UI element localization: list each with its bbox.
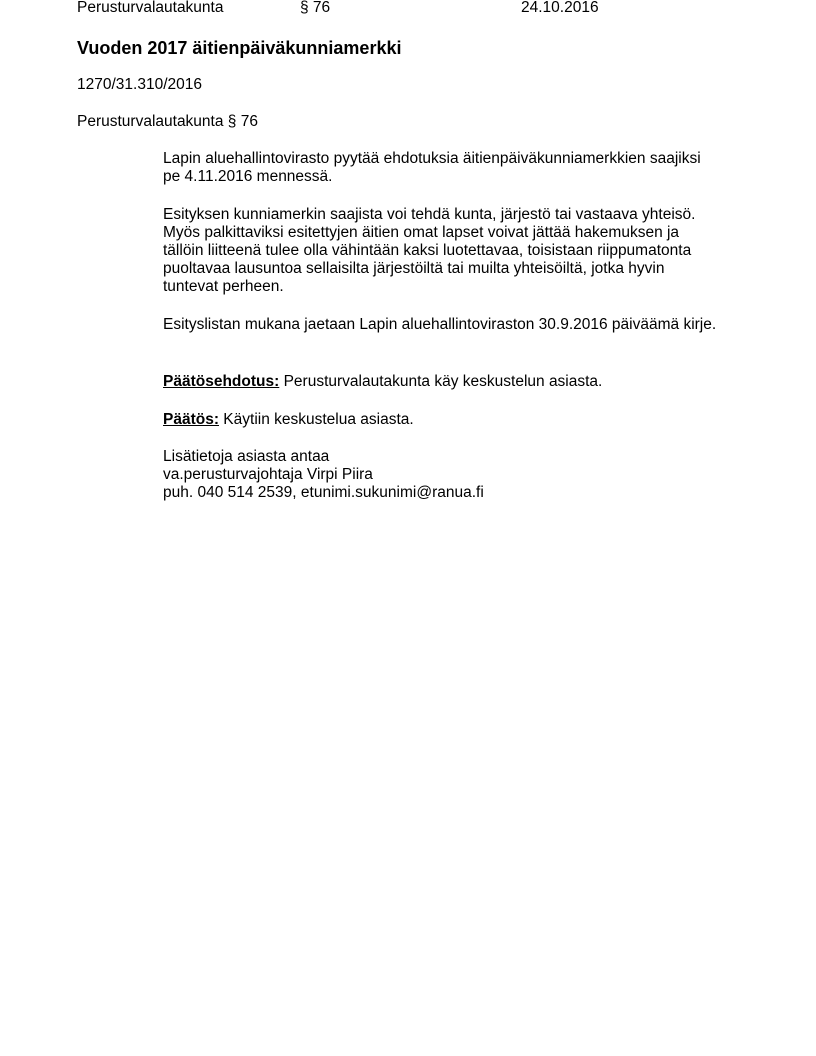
paragraph-line: Myös palkittaviksi esitettyjen äitien omat lapset voivat jättää hakemuksen ja [163,224,680,241]
section-heading: Perusturvalautakunta § 76 [77,113,258,130]
body-paragraph-request [163,150,763,186]
body-paragraph-attachment [163,316,763,334]
contact-line: Lisätietoja asiasta antaa [163,448,330,465]
header-paragraph-number: § 76 [300,0,331,16]
document-title: Vuoden 2017 äitienpäiväkunniamerkki [77,38,402,58]
decision-label: Päätös: [163,411,219,428]
contact-line: puh. 040 514 2539, etunimi.sukunimi@ranua.fi [163,484,484,501]
proposal-line [163,373,763,391]
paragraph-line: pe 4.11.2016 mennessä. [163,168,333,185]
decision [163,411,763,429]
header-date: 24.10.2016 [521,0,599,16]
decision-line [163,411,763,429]
decision-proposal [163,373,763,391]
paragraph-line: puoltavaa lausuntoa sellaisilta järjestöiltä tai muilta yhteisöiltä, jotka hyvin [163,260,665,277]
paragraph-line: Lapin aluehallintovirasto pyytää ehdotuksia äitienpäiväkunniamerkkien saajiksi [163,150,701,167]
body-paragraph-nominations [163,206,763,296]
paragraph-line: tuntevat perheen. [163,278,284,295]
decision-text: Käytiin keskustelua asiasta. [219,411,414,428]
paragraph-line: Esityksen kunniamerkin saajista voi tehdä kunta, järjestö tai vastaava yhteisö. [163,206,696,223]
proposal-text: Perusturvalautakunta käy keskustelun asiasta. [279,373,603,390]
header-organization: Perusturvalautakunta [77,0,224,16]
paragraph-line: tällöin liitteenä tulee olla vähintään kaksi luotettavaa, toisistaan riippumatonta [163,242,692,259]
proposal-label: Päätösehdotus: [163,373,280,390]
reference-number: 1270/31.310/2016 [77,76,202,93]
paragraph-line: Esityslistan mukana jaetaan Lapin aluehallintoviraston 30.9.2016 päiväämä kirje. [163,316,717,333]
contact-line: va.perusturvajohtaja Virpi Piira [163,466,373,483]
contact-info [163,448,763,502]
